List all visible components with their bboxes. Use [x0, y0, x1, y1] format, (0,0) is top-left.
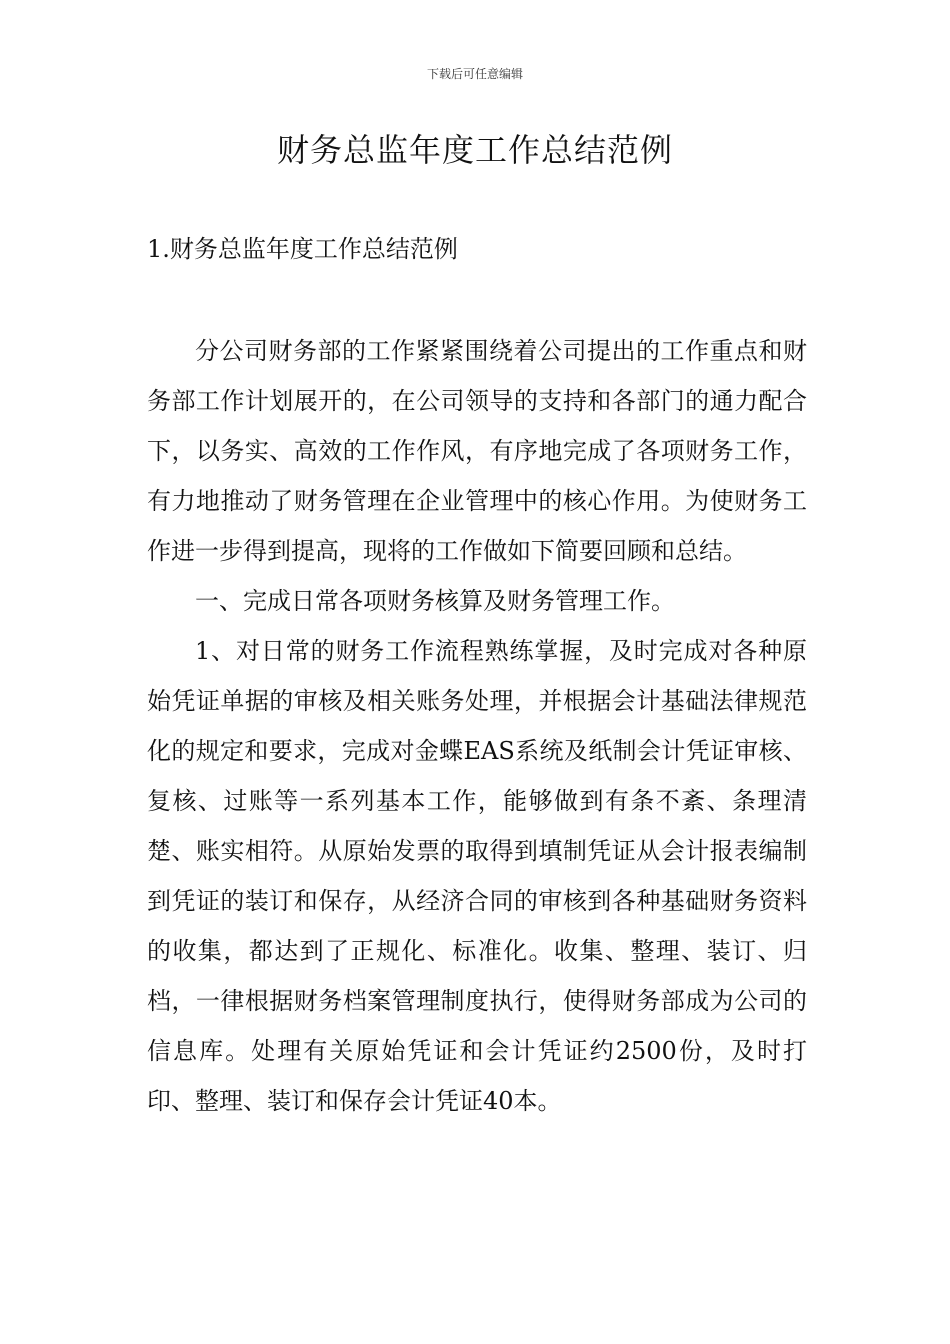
- header-note: 下载后可任意编辑: [426, 67, 523, 81]
- section-heading: 1.财务总监年度工作总结范例: [147, 235, 458, 263]
- paragraph-intro: 分公司财务部的工作紧紧围绕着公司提出的工作重点和财务部工作计划展开的，在公司领导的支持和各部门的通力配合下，以务实、高效的工作作风，有序地完成了各项财务工作，有力地推动了财务管理在企业管理中的核心作用。为使财务工作进一步得到提高，现将的工作做如下简要回顾和总结。: [147, 337, 807, 565]
- document-title: 财务总监年度工作总结范例: [276, 131, 673, 169]
- paragraph-item-one: 1、对日常的财务工作流程熟练掌握，及时完成对各种原始凭证单据的审核及相关账务处理，并根据会计基础法律规范化的规定和要求，完成对金蝶EAS系统及纸制会计凭证审核、复核、过账等一系列基本工作，能够做到有条不紊、条理清楚、账实相符。从原始发票的取得到填制凭证从会计报表编制到凭证的装订和保存，从经济合同的审核到各种基础财务资料的收集，都达到了正规化、标准化。收集、整理、装订、归档，一律根据财务档案管理制度执行，使得财务部成为公司的信息库。处理有关原始凭证和会计凭证约2500份，及时打印、整理、装订和保存会计凭证40本。: [147, 637, 807, 1115]
- body-text: [147, 326, 807, 1126]
- paragraph-section-one: 一、完成日常各项财务核算及财务管理工作。: [195, 587, 675, 615]
